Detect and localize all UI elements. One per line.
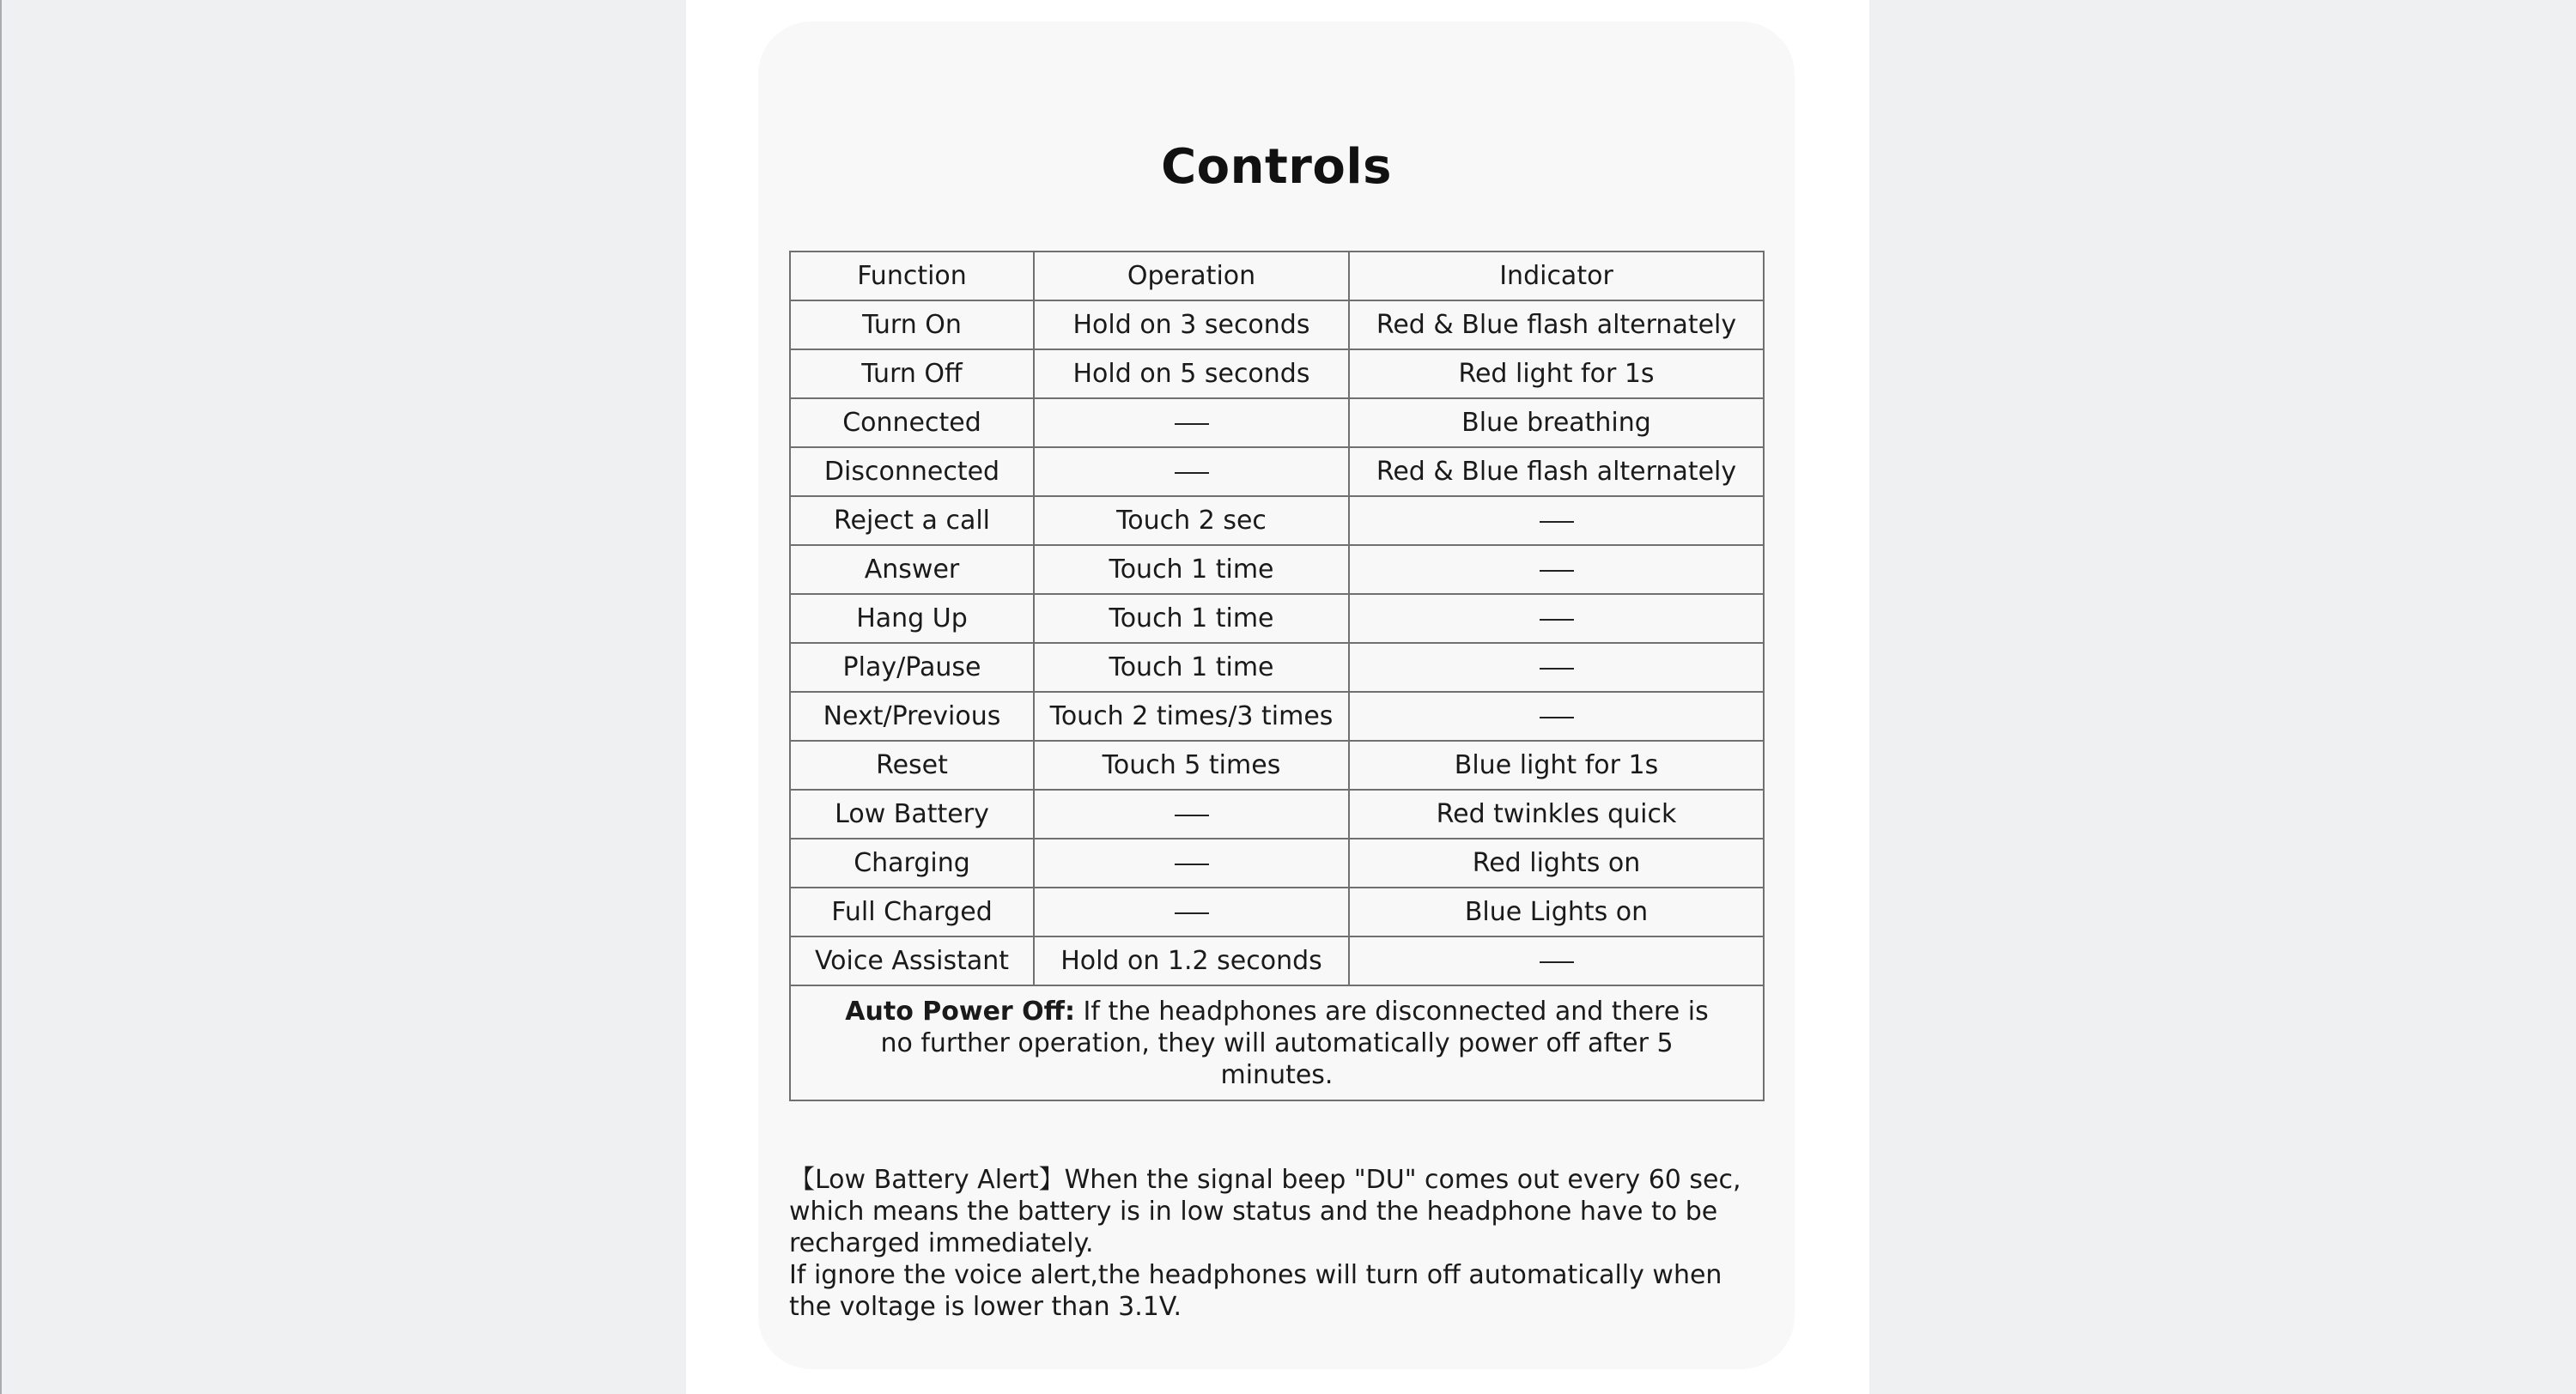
cell-function: Turn On	[790, 300, 1034, 349]
low-battery-alert	[789, 1164, 1768, 1323]
cell-operation: Touch 1 time	[1034, 594, 1349, 643]
cell-indicator	[1349, 496, 1764, 545]
table-row	[790, 545, 1764, 594]
cell-indicator: Blue breathing	[1349, 398, 1764, 447]
cell-function: Next/Previous	[790, 692, 1034, 741]
dash-placeholder	[1175, 472, 1209, 474]
dash-placeholder	[1175, 864, 1209, 865]
cell-operation: Touch 1 time	[1034, 545, 1349, 594]
dash-placeholder	[1540, 619, 1574, 621]
cell-indicator	[1349, 692, 1764, 741]
cell-function: Answer	[790, 545, 1034, 594]
cell-indicator: Red light for 1s	[1349, 349, 1764, 398]
dash-placeholder	[1175, 912, 1209, 914]
cell-operation	[1034, 888, 1349, 936]
table-row	[790, 398, 1764, 447]
table-row	[790, 349, 1764, 398]
cell-operation: Touch 2 sec	[1034, 496, 1349, 545]
dash-placeholder	[1540, 961, 1574, 963]
window-left-edge	[0, 0, 2, 1394]
cell-operation	[1034, 398, 1349, 447]
table-row	[790, 692, 1764, 741]
cell-indicator: Red lights on	[1349, 839, 1764, 888]
table-body	[790, 300, 1764, 985]
cell-function: Turn Off	[790, 349, 1034, 398]
cell-operation	[1034, 839, 1349, 888]
controls-card	[758, 21, 1795, 1369]
note-label: Auto Power Off:	[845, 996, 1075, 1027]
table-row	[790, 496, 1764, 545]
cell-function: Disconnected	[790, 447, 1034, 496]
cell-function: Low Battery	[790, 790, 1034, 839]
header-operation: Operation	[1034, 252, 1349, 300]
cell-indicator: Blue light for 1s	[1349, 741, 1764, 790]
dash-placeholder	[1540, 570, 1574, 572]
table-row	[790, 741, 1764, 790]
dash-placeholder	[1540, 668, 1574, 670]
cell-operation: Touch 2 times/3 times	[1034, 692, 1349, 741]
table-row	[790, 888, 1764, 936]
cell-function: Full Charged	[790, 888, 1034, 936]
cell-function: Play/Pause	[790, 643, 1034, 692]
cell-operation: Touch 5 times	[1034, 741, 1349, 790]
cell-function: Reject a call	[790, 496, 1034, 545]
cell-operation: Hold on 3 seconds	[1034, 300, 1349, 349]
header-function: Function	[790, 252, 1034, 300]
table-row	[790, 936, 1764, 985]
cell-operation	[1034, 447, 1349, 496]
dash-placeholder	[1540, 521, 1574, 523]
table-row	[790, 839, 1764, 888]
table-header-row	[790, 252, 1764, 300]
cell-indicator	[1349, 594, 1764, 643]
cell-indicator	[1349, 545, 1764, 594]
table-row	[790, 643, 1764, 692]
document-page	[686, 0, 1869, 1394]
controls-table	[789, 251, 1765, 1101]
cell-operation: Touch 1 time	[1034, 643, 1349, 692]
cell-indicator	[1349, 643, 1764, 692]
note-text: If the headphones are disconnected and there is no further operation, they will automatically power off after 5 minutes.	[880, 996, 1709, 1090]
cell-operation	[1034, 790, 1349, 839]
cell-function: Hang Up	[790, 594, 1034, 643]
alert-paragraph-1: 【Low Battery Alert】When the signal beep "DU" comes out every 60 sec, which means the battery is in low status and the headphone have to be recharged immediately.	[789, 1165, 1741, 1258]
cell-function: Charging	[790, 839, 1034, 888]
cell-indicator	[1349, 936, 1764, 985]
cell-indicator: Blue Lights on	[1349, 888, 1764, 936]
cell-function: Reset	[790, 741, 1034, 790]
auto-power-off-note	[790, 985, 1764, 1100]
note-row	[790, 985, 1764, 1100]
header-indicator: Indicator	[1349, 252, 1764, 300]
dash-placeholder	[1175, 815, 1209, 816]
cell-operation: Hold on 5 seconds	[1034, 349, 1349, 398]
cell-operation: Hold on 1.2 seconds	[1034, 936, 1349, 985]
dash-placeholder	[1540, 717, 1574, 718]
cell-indicator: Red twinkles quick	[1349, 790, 1764, 839]
alert-paragraph-2: If ignore the voice alert,the headphones will turn off automatically when the voltage is lower than 3.1V.	[789, 1260, 1722, 1322]
cell-function: Voice Assistant	[790, 936, 1034, 985]
table-row	[790, 790, 1764, 839]
cell-indicator: Red & Blue flash alternately	[1349, 300, 1764, 349]
table-row	[790, 594, 1764, 643]
table-row	[790, 447, 1764, 496]
cell-indicator: Red & Blue flash alternately	[1349, 447, 1764, 496]
page-title: Controls	[1161, 139, 1392, 195]
cell-function: Connected	[790, 398, 1034, 447]
table-row	[790, 300, 1764, 349]
dash-placeholder	[1175, 423, 1209, 425]
